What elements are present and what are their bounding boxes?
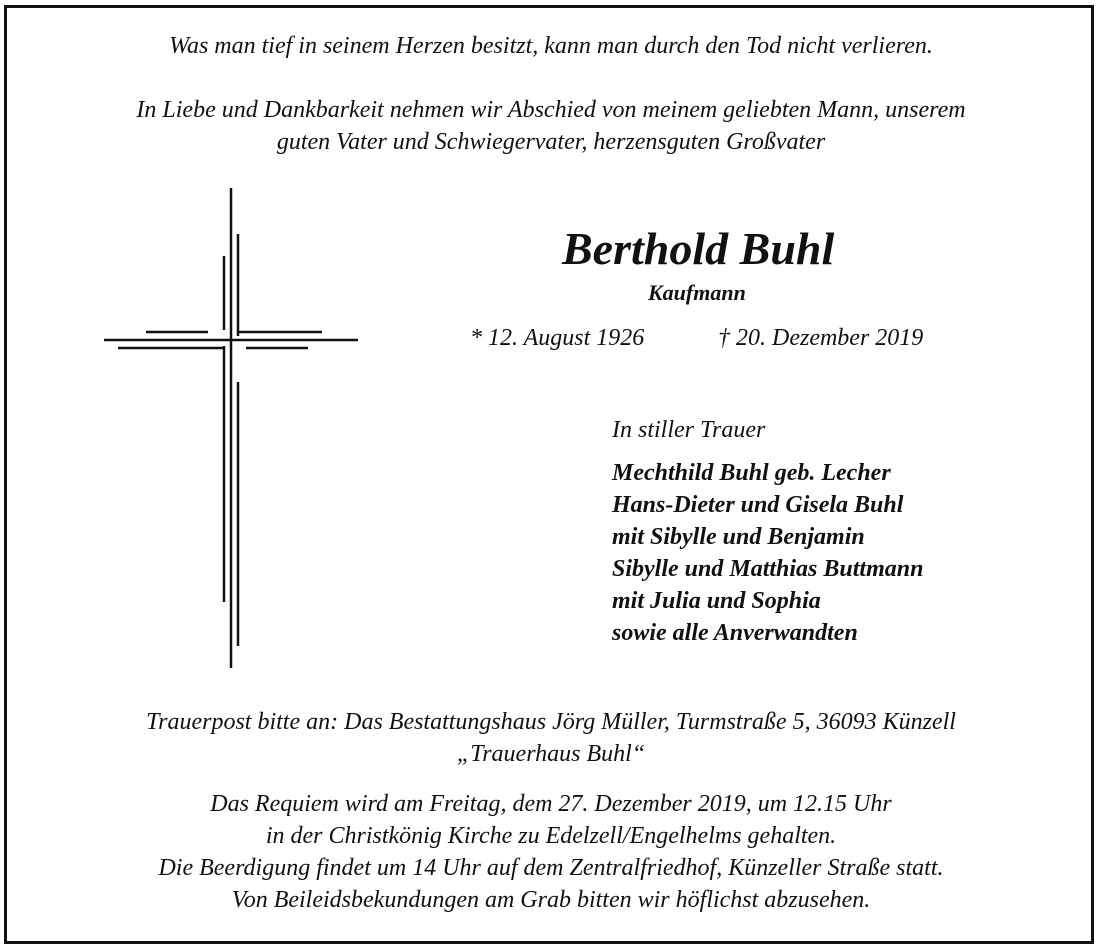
intro-line-2: guten Vater und Schwiegervater, herzensguten Großvater [276,129,826,155]
service-line-3: Die Beerdigung findet um 14 Uhr auf dem Zentralfriedhof, Künzeller Straße statt. [158,855,944,881]
mourner-name: mit Sibylle und Benjamin [612,524,865,550]
service-line-1: Das Requiem wird am Freitag, dem 27. Dezember 2019, um 12.15 Uhr [210,791,892,817]
correspondence-address: Trauerpost bitte an: Das Bestattungshaus Jörg Müller, Turmstraße 5, 36093 Künzell [146,709,956,735]
mourning-label: In stiller Trauer [612,417,766,443]
deceased-name: Berthold Buhl [562,223,835,274]
mourner-name: sowie alle Anverwandten [612,620,858,646]
mourners-list [612,457,923,649]
cross-icon [100,186,362,670]
death-date: † 20. Dezember 2019 [718,325,924,351]
deceased-profession: Kaufmann [648,280,746,305]
mourner-name: Hans-Dieter und Gisela Buhl [612,492,904,518]
service-line-2: in der Christkönig Kirche zu Edelzell/Engelhelms gehalten. [265,823,837,849]
correspondence-recipient: „Trauerhaus Buhl“ [456,741,646,767]
opening-quote: Was man tief in seinem Herzen besitzt, kann man durch den Tod nicht verlieren. [169,33,933,59]
intro-line-1: In Liebe und Dankbarkeit nehmen wir Abschied von meinem geliebten Mann, unserem [136,97,966,123]
service-line-4: Von Beileidsbekundungen am Grab bitten wir höflichst abzusehen. [231,887,871,913]
mourner-name: Sibylle und Matthias Buttmann [612,556,924,582]
mourner-name: Mechthild Buhl geb. Lecher [612,460,891,486]
birth-date: * 12. August 1926 [470,325,645,351]
mourner-name: mit Julia und Sophia [612,588,821,614]
